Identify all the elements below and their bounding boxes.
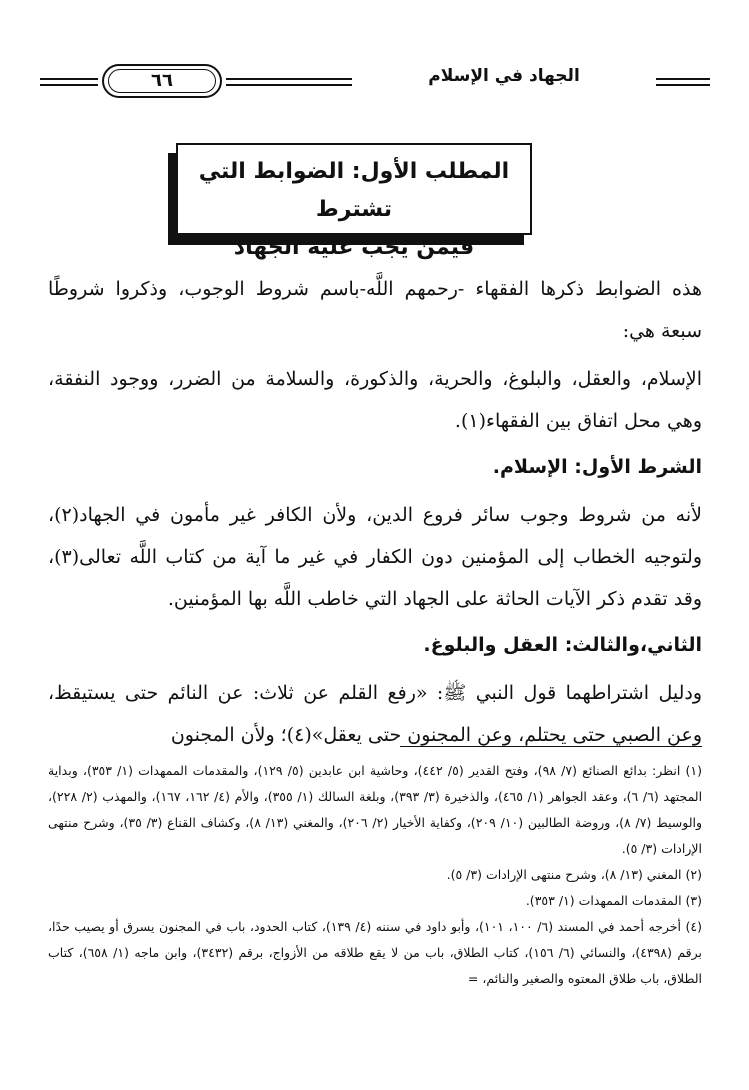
paragraph: لأنه من شروط وجوب سائر فروع الدين، ولأن الكافر غير مأمون في الجهاد(٢)، ولتوجيه الخطاب إلى المؤمنين دون الكفار في غير ما آية من كتاب اللَّه تعالى(٣)، وقد تقدم ذكر الآيات الحاثة على الجهاد التي خاطب اللَّه بها المؤمنين.	[48, 504, 702, 610]
header-rule	[656, 78, 710, 80]
section-title-frame	[168, 143, 534, 260]
footnotes	[48, 758, 702, 992]
section-title	[176, 143, 532, 260]
condition-heading: الشرط الأول: الإسلام.	[492, 456, 702, 478]
footnote-divider	[400, 746, 702, 747]
running-header	[40, 62, 710, 102]
header-rule	[226, 84, 352, 86]
paragraph: الإسلام، والعقل، والبلوغ، والحرية، والذكورة، والسلامة من الضرر، ووجود النفقة، وهي محل اتفاق بين الفقهاء(١).	[48, 368, 702, 432]
body-text	[48, 268, 702, 756]
condition-heading: الثاني،والثالث: العقل والبلوغ.	[423, 634, 702, 656]
section-title-line-1: المطلب الأول: الضوابط التي تشترط	[198, 159, 510, 222]
header-rule	[226, 78, 352, 80]
book-title: الجهاد في الإسلام	[428, 66, 580, 86]
footnote: (١) انظر: بدائع الصنائع (٧/ ٩٨)، وفتح القدير (٥/ ٤٤٢)، وحاشية ابن عابدين (٥/ ١٢٩)، والمقدمات الممهدات (١/ ٣٥٣)، وبداية المجتهد (٦/ ٦)، وعقد الجواهر (١/ ٤٦٥)، والذخيرة (٣/ ٣٩٣)، وبلغة السالك (١/ ٣٥٥)، والأم (٤/ ١٦٢، ١٦٧)، والمهذب (٢/ ٢٢٨)، والوسيط (٧/ ٨)، وروضة الطالبين (١٠/ ٢٠٩)، وكفاية الأخيار (٢/ ٢٠٦)، والمغني (١٣/ ٨)، وكشاف القناع (٣/ ٣٥)، وشرح منتهى الإرادات (٣/ ٥).	[48, 763, 703, 856]
header-rule	[656, 84, 710, 86]
footnote: (٤) أخرجه أحمد في المسند (٦/ ١٠٠، ١٠١)، وأبو داود في سننه (٤/ ١٣٩)، كتاب الحدود، باب في المجنون يسرق أو يصيب حدًا، برقم (٤٣٩٨)، والنسائي (٦/ ١٥٦)، كتاب الطلاق، باب من لا يقع طلاقه من الأزواج، برقم (٣٤٣٢)، وابن ماجه (١/ ٦٥٨)، كتاب الطلاق، باب طلاق المعتوه والصغير والنائم، =	[48, 919, 703, 986]
paragraph: ودليل اشتراطهما قول النبي ﷺ: «رفع القلم عن ثلاث: عن النائم حتى يستيقظ، وعن الصبي حتى يحتلم، وعن المجنون حتى يعقل»(٤)؛ ولأن المجنون	[48, 682, 702, 746]
footnote: (٢) المغني (١٣/ ٨)، وشرح منتهى الإرادات (٣/ ٥).	[446, 867, 702, 882]
footnote: (٣) المقدمات الممهدات (١/ ٣٥٣).	[525, 893, 702, 908]
section-title-line-2: فيمن يجب عليه الجهاد	[233, 235, 475, 260]
paragraph: هذه الضوابط ذكرها الفقهاء -رحمهم اللَّه-باسم شروط الوجوب، وذكروا شروطًا سبعة هي:	[48, 278, 702, 342]
header-rule	[40, 78, 98, 80]
header-rule	[40, 84, 98, 86]
page-number: ٦٦	[102, 64, 222, 98]
